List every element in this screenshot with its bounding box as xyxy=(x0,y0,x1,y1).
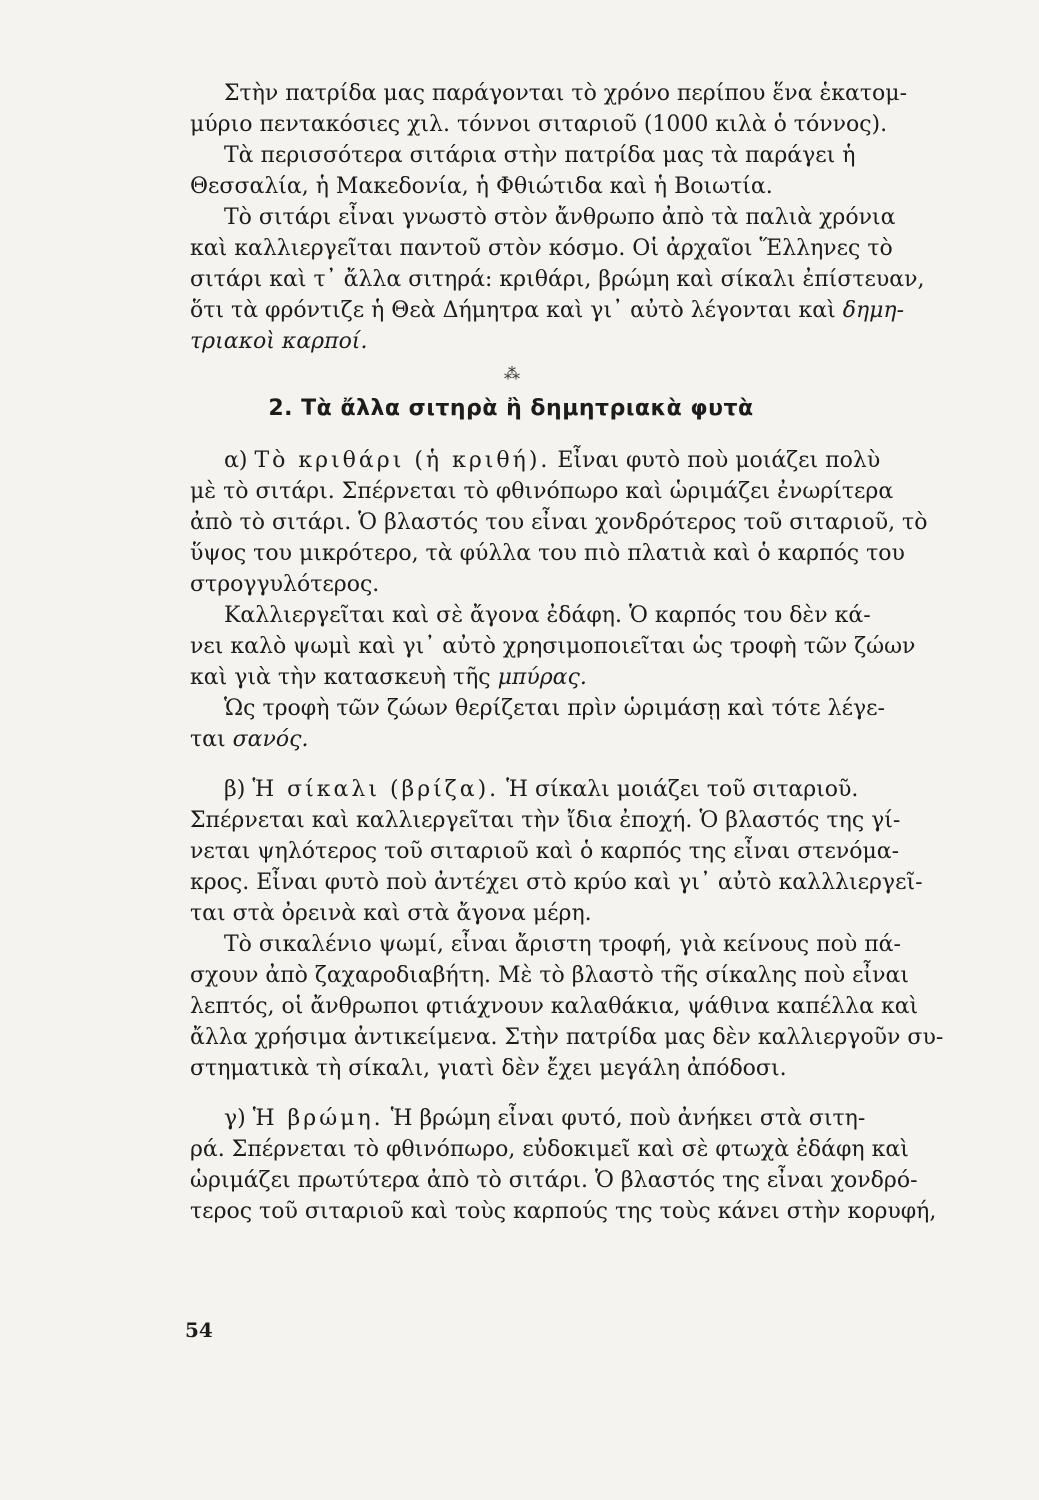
text-line: λεπτός, οἱ ἄνθρωποι φτιάχνουν καλαθάκια, ψάθινα καπέλλα καὶ xyxy=(190,994,919,1019)
text-line: τερος τοῦ σιταριοῦ καὶ τοὺς καρπούς της τοὺς κάνει στὴν κορυφή, xyxy=(190,1199,937,1224)
page-body xyxy=(190,78,944,1227)
text-line: ται στὰ ὀρεινὰ καὶ στὰ ἄγονα μέρη. xyxy=(190,901,592,926)
text-line: νει καλὸ ψωμὶ καὶ γι᾿ αὐτὸ χρησιμοποιεῖται ὡς τροφὴ τῶν ζώων xyxy=(190,634,916,659)
page-number: 54 xyxy=(185,1318,213,1342)
text-line: ρά. Σπέρνεται τὸ φθινόπωρο, εὐδοκιμεῖ καὶ σὲ φτωχὰ ἐδάφη καὶ xyxy=(190,1137,909,1162)
text-line: Στὴν πατρίδα μας παράγονται τὸ χρόνο περίπου ἕνα ἑκατομ- xyxy=(224,81,908,106)
text-line: νεται ψηλότερος τοῦ σιταριοῦ καὶ ὁ καρπός της εἶναι στενόμα- xyxy=(190,839,900,864)
text-line: Σπέρνεται καὶ καλλιεργεῖται τὴν ἴδια ἐποχή. Ὁ βλαστός της γί- xyxy=(190,808,901,833)
text-line: α) Τὸ κριθάρι (ἡ κριθή). Εἶναι φυτὸ ποὺ μοιάζει πολὺ xyxy=(224,448,881,473)
section-ornament: ⁂ xyxy=(504,364,518,383)
text-line: Θεσσαλία, ἡ Μακεδονία, ἡ Φθιώτιδα καὶ ἡ Βοιωτία. xyxy=(190,174,773,199)
text-line: καὶ γιὰ τὴν κατασκευὴ τῆς μπύρας. xyxy=(190,665,587,690)
text-line: ἀπὸ τὸ σιτάρι. Ὁ βλαστός του εἶναι χονδρότερος τοῦ σιταριοῦ, τὸ xyxy=(190,510,928,535)
text-line: ὕψος του μικρότερο, τὰ φύλλα του πιὸ πλατιὰ καὶ ὁ καρπός του xyxy=(190,541,905,566)
text-line: καὶ καλλιεργεῖται παντοῦ στὸν κόσμο. Οἱ ἀρχαῖοι Ἕλληνες τὸ xyxy=(190,236,893,261)
text-line: σχουν ἀπὸ ζαχαροδιαβήτη. Μὲ τὸ βλαστὸ τῆς σίκαλης ποὺ εἶναι xyxy=(190,963,909,988)
text-line: τριακοὶ καρποί. xyxy=(190,329,368,354)
text-line: στρογγυλότερος. xyxy=(190,572,380,597)
text-line: σιτάρι καὶ τ᾿ ἄλλα σιτηρά: κριθάρι, βρώμη καὶ σίκαλι ἐπίστευαν, xyxy=(190,267,925,292)
text-line: μύριο πεντακόσιες χιλ. τόννοι σιταριοῦ (1000 κιλὰ ὁ τόννος). xyxy=(190,112,888,137)
text-line: Τὸ σιτάρι εἶναι γνωστὸ στὸν ἄνθρωπο ἀπὸ τὰ παλιὰ χρόνια xyxy=(224,205,896,230)
text-line: γ) Ἡ βρώμη. Ἡ βρώμη εἶναι φυτό, ποὺ ἀνήκει στὰ σιτη- xyxy=(224,1106,866,1131)
text-line: Ὡς τροφὴ τῶν ζώων θερίζεται πρὶν ὡριμάσῃ καὶ τότε λέγε- xyxy=(224,696,885,721)
term-oats: Ἡ βρώμη. xyxy=(252,1106,384,1131)
text-line: ὡριμάζει πρωτύτερα ἀπὸ τὸ σιτάρι. Ὁ βλαστός της εἶναι χονδρό- xyxy=(190,1168,918,1193)
term-barley: Τὸ κριθάρι (ἡ κριθή). xyxy=(254,448,551,473)
text-line: κρος. Εἶναι φυτὸ ποὺ ἀντέχει στὸ κρύο καὶ γι᾿ αὐτὸ καλλλιεργεῖ- xyxy=(190,870,923,895)
text-line: Τὰ περισσότερα σιτάρια στὴν πατρίδα μας τὰ παράγει ἡ xyxy=(224,143,856,168)
text-line: β) Ἡ σίκαλι (βρίζα). Ἡ σίκαλι μοιάζει τοῦ σιταριοῦ. xyxy=(224,777,859,802)
text-line: ται σανός. xyxy=(190,727,309,752)
text-line: ἄλλα χρήσιμα ἀντικείμενα. Στὴν πατρίδα μας δὲν καλλιεργοῦν συ- xyxy=(190,1025,944,1050)
term-rye: Ἡ σίκαλι (βρίζα). xyxy=(252,777,500,802)
text-line: ὅτι τὰ φρόντιζε ἡ Θεὰ Δήμητρα καὶ γι᾿ αὐτὸ λέγονται καὶ δημη- xyxy=(190,298,905,323)
text-line: Τὸ σικαλένιο ψωμί, εἶναι ἄριστη τροφή, γιὰ κείνους ποὺ πά- xyxy=(224,932,901,957)
section-heading: 2. Τὰ ἄλλα σιτηρὰ ἢ δημητριακὰ φυτὰ xyxy=(268,396,754,421)
text-line: Καλλιεργεῖται καὶ σὲ ἄγονα ἐδάφη. Ὁ καρπός του δὲν κά- xyxy=(224,603,871,628)
text-line: μὲ τὸ σιτάρι. Σπέρνεται τὸ φθινόπωρο καὶ ὡριμάζει ἐνωρίτερα xyxy=(190,479,894,504)
text-line: στηματικὰ τὴ σίκαλι, γιατὶ δὲν ἔχει μεγάλη ἀπόδοσι. xyxy=(190,1056,787,1081)
